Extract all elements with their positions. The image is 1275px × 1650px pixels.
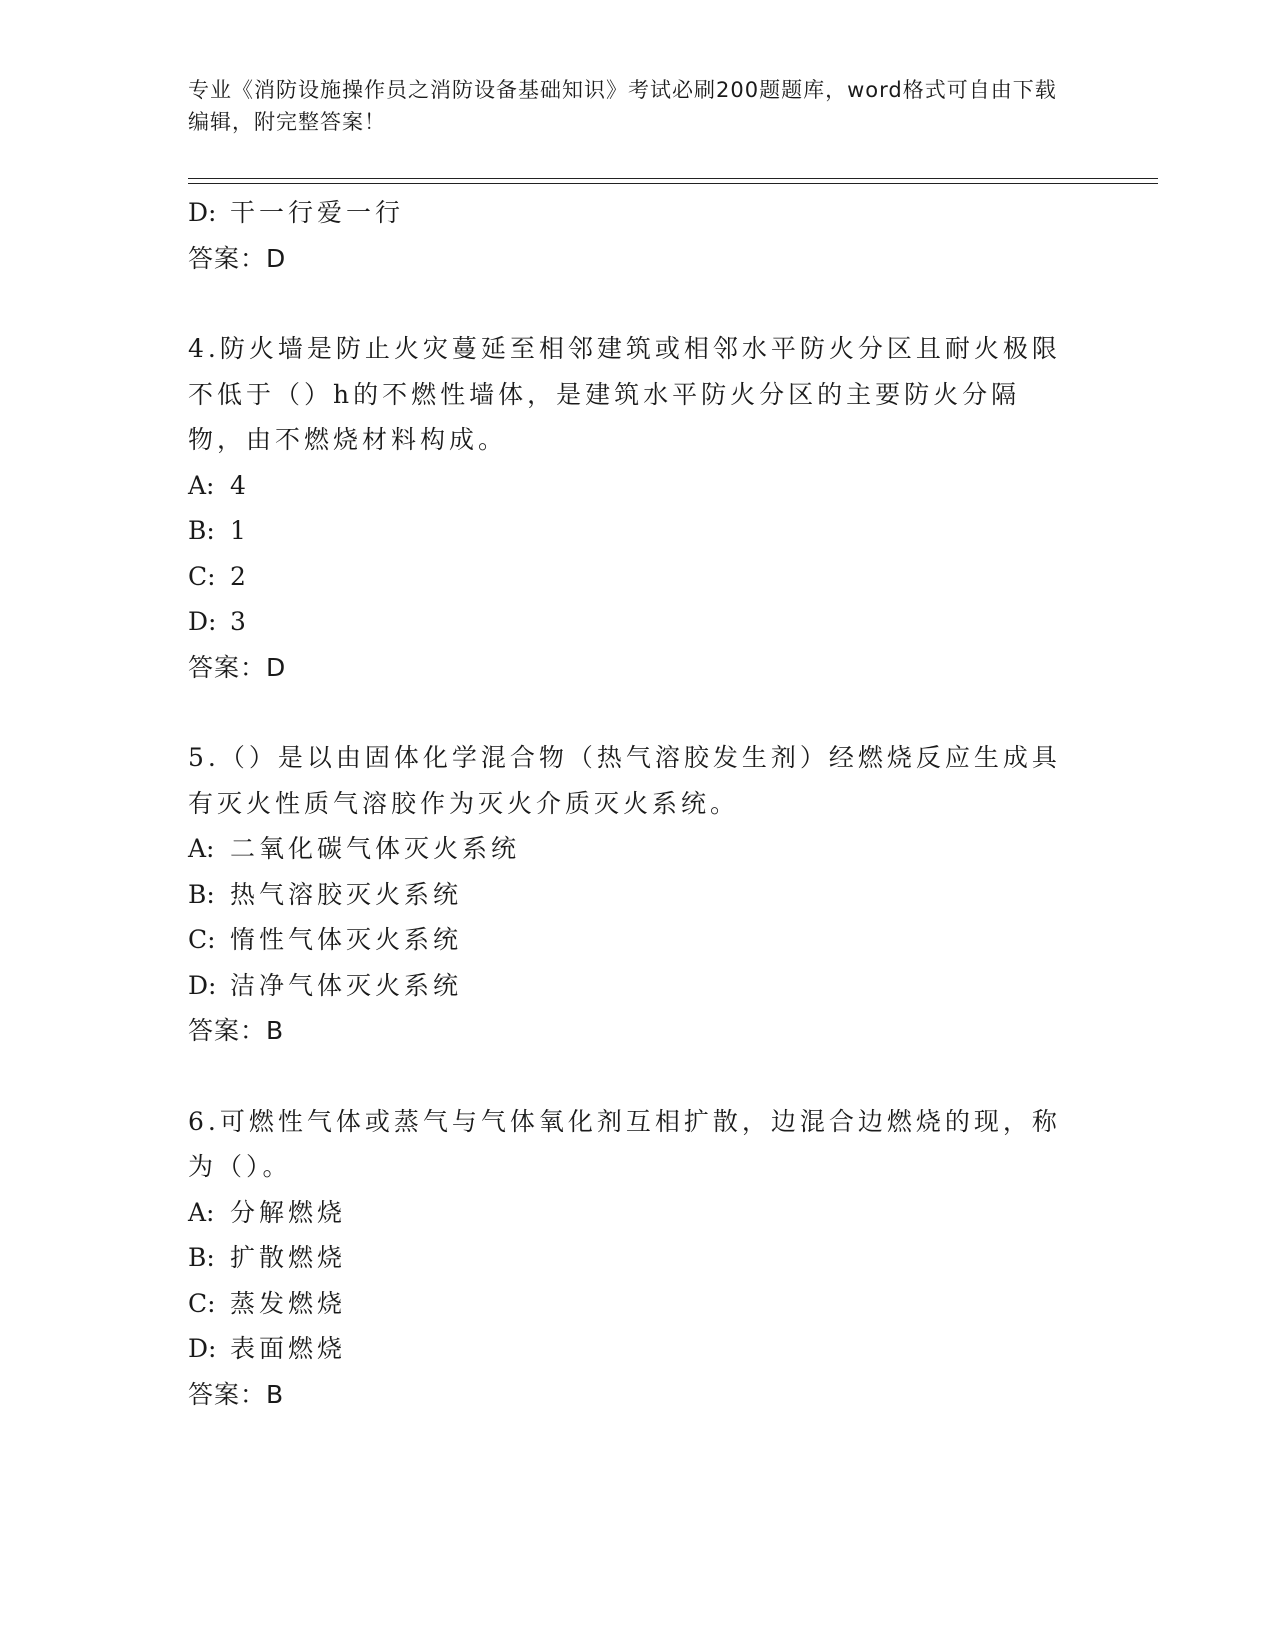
option-label: A: (188, 834, 215, 863)
option-text: 干一行爱一行 (230, 198, 405, 227)
option-label: C: (188, 561, 216, 591)
question-block (188, 326, 1068, 690)
option-label: C: (188, 1288, 216, 1318)
option-b (188, 1235, 1068, 1281)
option-b (188, 872, 1068, 918)
answer-line: 答案：B (188, 1016, 285, 1045)
question-block (188, 735, 1068, 1054)
option-a (188, 826, 1068, 872)
option-text: 4 (230, 470, 250, 500)
option-label: B: (188, 1243, 215, 1272)
answer-line: 答案：B (188, 1379, 285, 1409)
option-a (188, 463, 1068, 509)
option-b (188, 508, 1068, 554)
option-label: D: (188, 198, 217, 227)
question-text: 6.可燃性气体或蒸气与气体氧化剂互相扩散，边混合边燃烧的现，称为（）。 (188, 1106, 1061, 1181)
option-text: 1 (230, 516, 250, 545)
option-text: 扩散燃烧 (230, 1243, 347, 1272)
option-label: D: (188, 970, 217, 1000)
option-label: D: (188, 1334, 217, 1363)
option-text: 表面燃烧 (230, 1334, 347, 1363)
option-c (188, 1281, 1068, 1327)
option-label: D: (188, 607, 217, 636)
question-block (188, 1099, 1068, 1418)
option-d (188, 190, 1068, 236)
option-text: 分解燃烧 (230, 1197, 347, 1227)
option-text: 2 (230, 561, 250, 591)
option-label: A: (188, 470, 215, 500)
option-c (188, 917, 1068, 963)
document-header: 专业《消防设施操作员之消防设备基础知识》考试必刷200题题库，word格式可自由下载编辑，附完整答案！ (188, 78, 1057, 134)
option-label: B: (188, 516, 215, 545)
option-text: 热气溶胶灭火系统 (230, 879, 463, 909)
option-d (188, 599, 1068, 645)
option-text: 3 (230, 607, 250, 636)
option-d (188, 963, 1068, 1009)
option-label: B: (188, 879, 215, 909)
header-rule-bottom (188, 183, 1158, 184)
answer-line: 答案：D (188, 652, 287, 682)
question-list (188, 190, 1068, 1417)
option-text: 蒸发燃烧 (230, 1288, 347, 1318)
option-label: C: (188, 925, 216, 954)
question-text: 5.（）是以由固体化学混合物（热气溶胶发生剂）经燃烧反应生成具有灭火性质气溶胶作为灭火介质灭火系统。 (188, 743, 1061, 818)
option-a (188, 1190, 1068, 1236)
spacer (188, 1054, 1068, 1099)
option-d (188, 1326, 1068, 1372)
option-label: A: (188, 1197, 215, 1227)
option-text: 惰性气体灭火系统 (230, 925, 463, 954)
header-rule-top (188, 178, 1158, 179)
prev-question-tail (188, 190, 1068, 281)
answer-line: 答案：D (188, 243, 287, 273)
option-text: 二氧化碳气体灭火系统 (230, 834, 521, 863)
option-c (188, 554, 1068, 600)
question-text: 4.防火墙是防止火灾蔓延至相邻建筑或相邻水平防火分区且耐火极限不低于（）h的不燃性墙体，是建筑水平防火分区的主要防火分隔物，由不燃烧材料构成。 (188, 334, 1061, 454)
spacer (188, 690, 1068, 735)
option-text: 洁净气体灭火系统 (230, 970, 463, 1000)
spacer (188, 281, 1068, 326)
